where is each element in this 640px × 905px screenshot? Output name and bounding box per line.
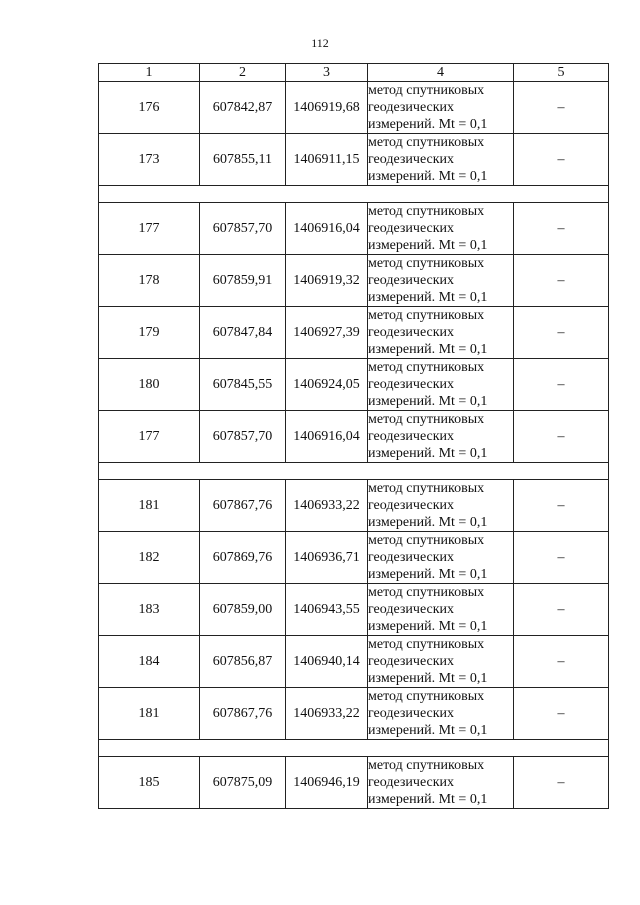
method-line: измерений. Mt = 0,1 [368,619,488,634]
coordinate-x-cell: 607857,70 [200,203,286,255]
method-line: метод спутниковых [368,412,485,427]
group-separator-cell [99,463,609,480]
point-number-cell: 181 [99,480,200,532]
method-line: измерений. Mt = 0,1 [368,446,488,461]
method-line: геодезических [368,377,455,392]
method-line: геодезических [368,221,455,236]
point-number-cell: 173 [99,134,200,186]
method-line: измерений. Mt = 0,1 [368,567,488,582]
method-line: метод спутниковых [368,481,485,496]
coordinate-x-cell: 607867,76 [200,688,286,740]
table-header-row [99,64,609,82]
method-line: измерений. Mt = 0,1 [368,671,488,686]
method-line: метод спутниковых [368,689,485,704]
method-line: метод спутниковых [368,758,485,773]
method-line: измерений. Mt = 0,1 [368,169,488,184]
method-line: геодезических [368,429,455,444]
coordinate-x-cell: 607859,00 [200,584,286,636]
method-cell [368,411,514,463]
group-separator-cell [99,186,609,203]
point-number-cell: 176 [99,82,200,134]
table-row [99,532,609,584]
method-line: измерений. Mt = 0,1 [368,394,488,409]
coordinates-table [98,63,609,809]
method-line: геодезических [368,152,455,167]
coordinate-x-cell: 607856,87 [200,636,286,688]
table-row [99,411,609,463]
point-number-cell: 177 [99,411,200,463]
coordinate-y-cell: 1406916,04 [286,203,368,255]
method-line: измерений. Mt = 0,1 [368,290,488,305]
method-cell [368,307,514,359]
method-line: геодезических [368,325,455,340]
coordinate-y-cell: 1406943,55 [286,584,368,636]
column-header: 4 [368,64,514,82]
method-line: геодезических [368,775,455,790]
column-5-cell: – [514,688,609,740]
point-number-cell: 185 [99,757,200,809]
table-row [99,307,609,359]
column-5-cell: – [514,359,609,411]
method-line: геодезических [368,706,455,721]
table-row [99,359,609,411]
method-cell [368,757,514,809]
method-line: метод спутниковых [368,308,485,323]
table-row [99,584,609,636]
method-cell [368,255,514,307]
method-line: измерений. Mt = 0,1 [368,342,488,357]
group-separator-row [99,740,609,757]
point-number-cell: 182 [99,532,200,584]
coordinate-y-cell: 1406933,22 [286,688,368,740]
method-cell [368,480,514,532]
column-5-cell: – [514,636,609,688]
column-5-cell: – [514,203,609,255]
method-cell [368,688,514,740]
coordinate-y-cell: 1406946,19 [286,757,368,809]
table-row [99,134,609,186]
table-row [99,203,609,255]
coordinate-y-cell: 1406919,68 [286,82,368,134]
coordinate-y-cell: 1406927,39 [286,307,368,359]
page-number: 112 [311,36,329,50]
point-number-cell: 178 [99,255,200,307]
group-separator-row [99,463,609,480]
method-cell [368,584,514,636]
column-5-cell: – [514,134,609,186]
method-line: метод спутниковых [368,637,485,652]
method-line: измерений. Mt = 0,1 [368,515,488,530]
point-number-cell: 181 [99,688,200,740]
coordinate-y-cell: 1406919,32 [286,255,368,307]
method-line: измерений. Mt = 0,1 [368,792,488,807]
method-cell [368,134,514,186]
method-line: метод спутниковых [368,533,485,548]
method-line: геодезических [368,273,455,288]
coordinate-x-cell: 607857,70 [200,411,286,463]
method-cell [368,82,514,134]
column-5-cell: – [514,584,609,636]
coordinate-y-cell: 1406940,14 [286,636,368,688]
method-cell [368,532,514,584]
table-row [99,688,609,740]
method-line: метод спутниковых [368,360,485,375]
method-line: метод спутниковых [368,256,485,271]
method-line: геодезических [368,602,455,617]
coordinate-x-cell: 607875,09 [200,757,286,809]
point-number-cell: 180 [99,359,200,411]
column-header: 1 [99,64,200,82]
point-number-cell: 179 [99,307,200,359]
column-5-cell: – [514,255,609,307]
method-line: метод спутниковых [368,83,485,98]
coordinate-x-cell: 607842,87 [200,82,286,134]
table-row [99,636,609,688]
method-line: геодезических [368,498,455,513]
method-line: измерений. Mt = 0,1 [368,723,488,738]
coordinate-y-cell: 1406911,15 [286,134,368,186]
coordinate-y-cell: 1406936,71 [286,532,368,584]
method-line: геодезических [368,100,455,115]
table-row [99,82,609,134]
group-separator-row [99,186,609,203]
coordinate-y-cell: 1406933,22 [286,480,368,532]
column-header: 3 [286,64,368,82]
method-line: геодезических [368,550,455,565]
coordinate-x-cell: 607869,76 [200,532,286,584]
column-header: 5 [514,64,609,82]
coordinate-x-cell: 607847,84 [200,307,286,359]
table-row [99,480,609,532]
group-separator-cell [99,740,609,757]
method-line: метод спутниковых [368,204,485,219]
coordinate-x-cell: 607845,55 [200,359,286,411]
method-line: геодезических [368,654,455,669]
table-row [99,255,609,307]
column-5-cell: – [514,757,609,809]
column-5-cell: – [514,307,609,359]
method-line: метод спутниковых [368,135,485,150]
coordinate-x-cell: 607867,76 [200,480,286,532]
point-number-cell: 177 [99,203,200,255]
point-number-cell: 184 [99,636,200,688]
column-5-cell: – [514,532,609,584]
method-line: измерений. Mt = 0,1 [368,117,488,132]
coordinate-y-cell: 1406916,04 [286,411,368,463]
method-line: метод спутниковых [368,585,485,600]
method-cell [368,636,514,688]
method-cell [368,203,514,255]
column-5-cell: – [514,411,609,463]
column-5-cell: – [514,82,609,134]
table-body [99,82,609,809]
coordinate-y-cell: 1406924,05 [286,359,368,411]
column-5-cell: – [514,480,609,532]
method-line: измерений. Mt = 0,1 [368,238,488,253]
coordinate-x-cell: 607859,91 [200,255,286,307]
coordinate-x-cell: 607855,11 [200,134,286,186]
table-row [99,757,609,809]
column-header: 2 [200,64,286,82]
point-number-cell: 183 [99,584,200,636]
method-cell [368,359,514,411]
